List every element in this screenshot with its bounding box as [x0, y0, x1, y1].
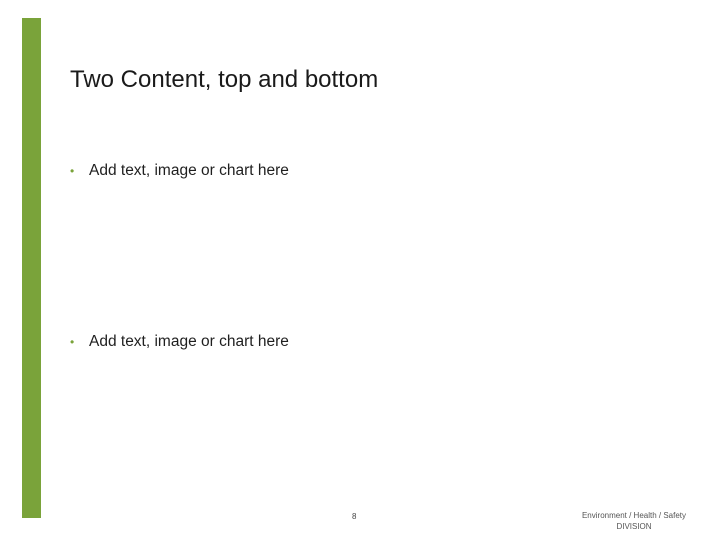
footer-line-1: Environment / Health / Safety	[581, 511, 687, 520]
footer-line-2: DIVISION	[616, 522, 652, 531]
bullet-icon: •	[70, 335, 75, 349]
accent-bar	[22, 18, 41, 518]
slide-title: Two Content, top and bottom	[70, 66, 379, 93]
footer-division	[572, 510, 696, 532]
content-placeholder-bottom[interactable]	[70, 333, 289, 351]
page-number: 8	[352, 512, 357, 521]
content-top-text: Add text, image or chart here	[89, 162, 289, 179]
content-bottom-text: Add text, image or chart here	[89, 333, 289, 350]
bullet-icon: •	[70, 164, 75, 178]
content-placeholder-top[interactable]	[70, 162, 289, 180]
